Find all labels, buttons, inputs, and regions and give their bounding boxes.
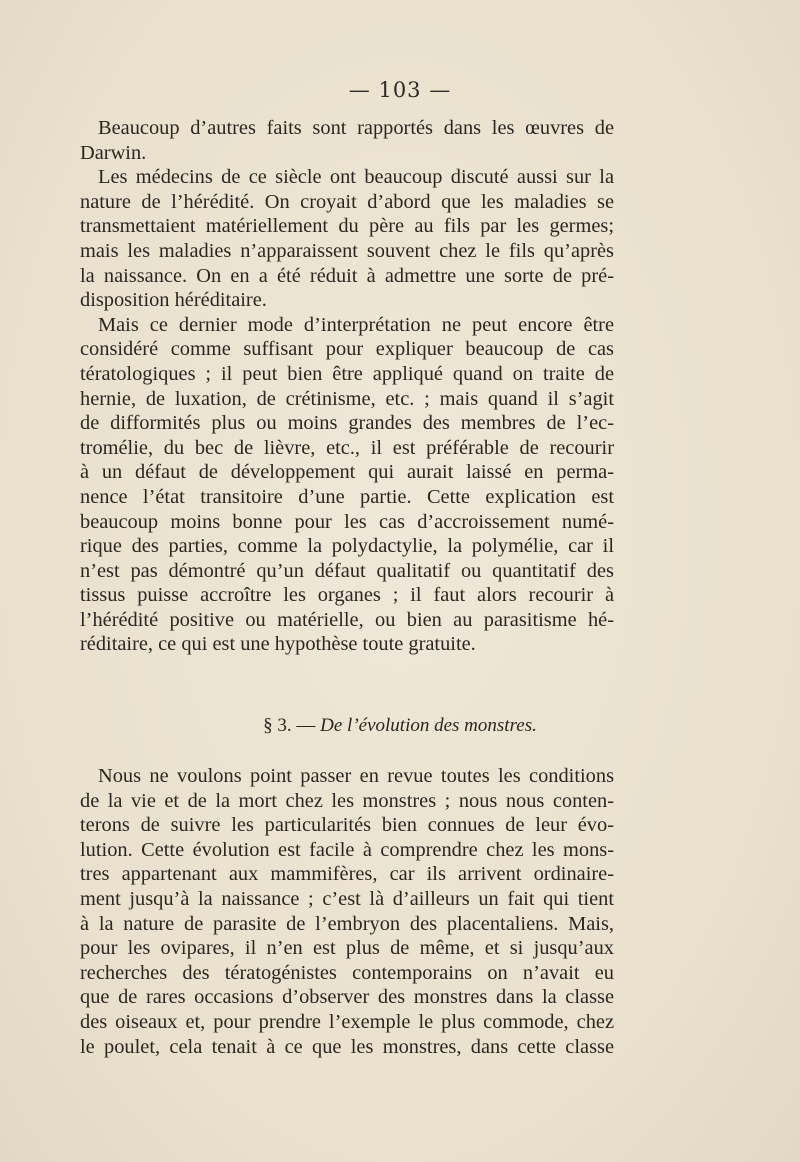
text-line: Les médecins de ce siècle ont beaucoup discuté aussi sur la [98, 166, 614, 189]
text-line: mais les maladies n’apparaissent souvent chez le fils qu’après [80, 239, 614, 262]
text-line: pour les ovipares, il n’en est plus de même, et si jusqu’aux [80, 937, 614, 960]
text-line: nence l’état transitoire d’une partie. Cette explication est [80, 485, 614, 508]
text-block-heredity [80, 116, 614, 657]
text-line: recherches des tératogénistes contemporains on n’avait eu [80, 961, 614, 984]
text-line: tissus puisse accroître les organes ; il faut alors recourir à [80, 584, 614, 607]
text-line: le poulet, cela tenait à ce que les monstres, dans cette classe [80, 1035, 614, 1058]
text-line: à la nature de parasite de l’embryon des placentaliens. Mais, [80, 912, 614, 935]
text-line: Darwin. [80, 141, 147, 164]
text-line: de difformités plus ou moins grandes des membres de l’ec- [80, 412, 614, 435]
text-line: tromélie, du bec de lièvre, etc., il est préférable de recourir [80, 436, 614, 459]
text-line: à un défaut de développement qui aurait laissé en perma- [80, 461, 614, 484]
text-block-evolution [80, 764, 614, 1059]
section-title: De l’évolution des monstres. [320, 715, 537, 736]
text-line: terons de suivre les particularités bien connues de leur évo- [80, 814, 614, 837]
text-line: Mais ce dernier mode d’interprétation ne peut encore être [98, 313, 614, 336]
text-line: disposition héréditaire. [80, 289, 267, 312]
text-line: tres appartenant aux mammifères, car ils arrivent ordinaire- [80, 863, 614, 886]
text-line: Beaucoup d’autres faits sont rapportés dans les œuvres de [98, 117, 614, 139]
text-line: ment jusqu’à la naissance ; c’est là d’ailleurs un fait qui tient [80, 887, 614, 910]
text-line: que de rares occasions d’observer des monstres dans la classe [80, 986, 614, 1009]
text-line: beaucoup moins bonne pour les cas d’accroissement numé- [80, 510, 614, 533]
text-line: transmettaient matériellement du père au fils par les germes; [80, 215, 614, 238]
section-heading [0, 715, 800, 737]
text-line: considéré comme suffisant pour expliquer beaucoup de cas [80, 338, 614, 361]
text-line: rique des parties, comme la polydactylie, la polymélie, car il [80, 535, 614, 558]
text-line: réditaire, ce qui est une hypothèse toute gratuite. [80, 633, 476, 656]
page-number: — 103 — [348, 78, 452, 102]
text-line: Nous ne voulons point passer en revue toutes les conditions [98, 765, 614, 787]
text-line: des oiseaux et, pour prendre l’exemple le plus commode, chez [80, 1010, 614, 1033]
text-line: tératologiques ; il peut bien être appliqué quand on traite de [80, 362, 614, 385]
text-line: nature de l’hérédité. On croyait d’abord que les maladies se [80, 190, 614, 213]
text-line: l’hérédité positive ou matérielle, ou bien au parasitisme hé- [80, 608, 614, 631]
text-line: n’est pas démontré qu’un défaut qualitatif ou quantitatif des [80, 559, 614, 582]
text-line: hernie, de luxation, de crétinisme, etc. ; mais quand il s’agit [80, 387, 614, 410]
section-number: § 3. — [263, 715, 316, 736]
text-line: lution. Cette évolution est facile à comprendre chez les mons- [80, 838, 614, 861]
text-line: la naissance. On en a été réduit à admettre une sorte de pré- [80, 264, 614, 287]
text-line: de la vie et de la mort chez les monstres ; nous nous conten- [80, 789, 614, 812]
